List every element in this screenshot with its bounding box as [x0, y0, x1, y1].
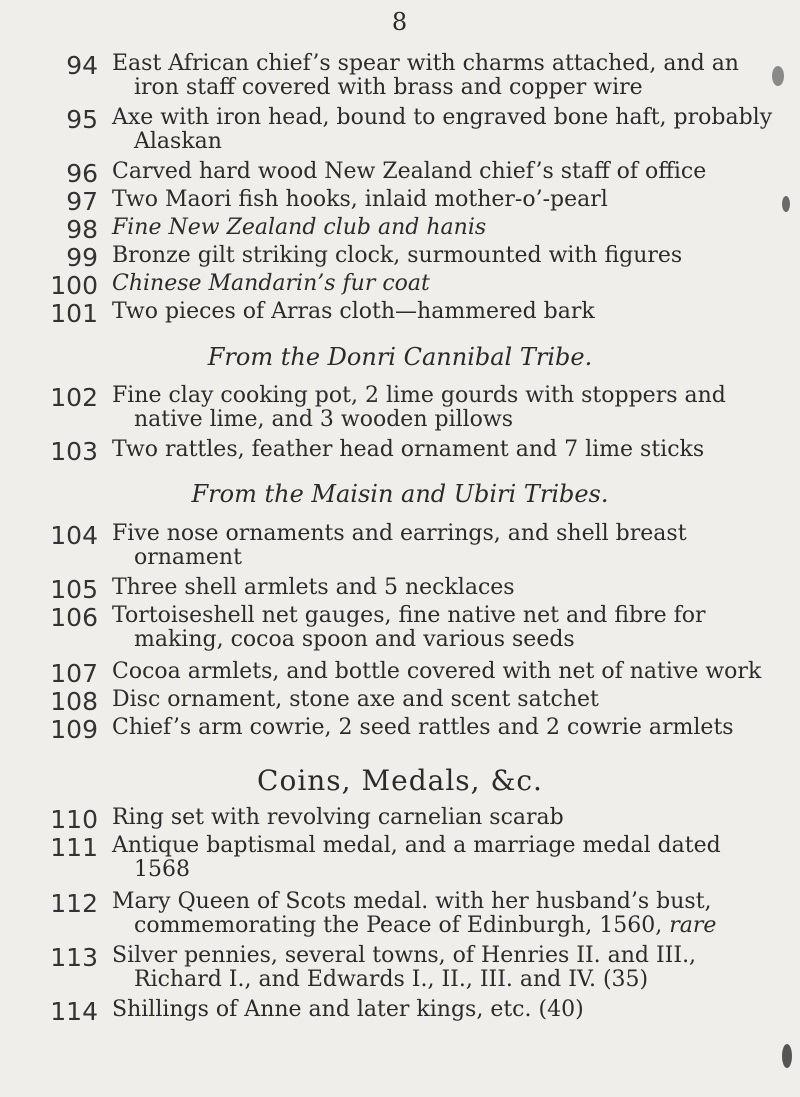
lot-line-cont: Alaskan: [134, 129, 222, 154]
lot-line: Five nose ornaments and earrings, and shell breast: [112, 521, 687, 546]
lot-description: [112, 384, 798, 432]
section-heading-donri: From the Donri Cannibal Tribe.: [207, 343, 593, 371]
lot-description: Two Maori fish hooks, inlaid mother-o’-pearl: [112, 187, 608, 212]
page-number: 8: [391, 8, 409, 36]
section-heading-coins: Coins, Medals, &c.: [257, 764, 543, 797]
lot-number: 107: [50, 659, 98, 688]
lot-description: [112, 604, 798, 652]
lot-line-cont: native lime, and 3 wooden pillows: [134, 407, 514, 432]
lot-line: East African chief’s spear with charms attached, and an: [112, 51, 739, 76]
scan-speck: [782, 196, 790, 212]
scan-speck: [782, 1044, 792, 1068]
lot-line-cont: making, cocoa spoon and various seeds: [134, 627, 575, 652]
lot-number: 109: [50, 715, 98, 744]
lot-number: 113: [50, 943, 98, 972]
lot-description: [112, 944, 798, 992]
lot-number: 101: [50, 299, 98, 328]
rarity-note: rare: [669, 913, 717, 938]
lot-number: 96: [66, 159, 98, 188]
lot-number: 104: [50, 521, 98, 550]
lot-line-cont-text: commemorating the Peace of Edinburgh, 1560,: [134, 913, 670, 938]
lot-description: [112, 52, 798, 100]
lot-description: [112, 834, 798, 882]
lot-description: Two pieces of Arras cloth—hammered bark: [112, 299, 595, 324]
lot-description: [112, 106, 798, 154]
lot-number: 99: [66, 243, 98, 272]
lot-number: 111: [50, 833, 98, 862]
lot-description: Ring set with revolving carnelian scarab: [112, 805, 564, 830]
lot-description: Two rattles, feather head ornament and 7 lime sticks: [112, 437, 705, 462]
lot-description: Bronze gilt striking clock, surmounted with figures: [112, 243, 683, 268]
lot-number: 106: [50, 603, 98, 632]
lot-number: 114: [50, 997, 98, 1026]
lot-description: Three shell armlets and 5 necklaces: [112, 575, 515, 600]
lot-description: Chinese Mandarin’s fur coat: [112, 271, 430, 296]
lot-description: Cocoa armlets, and bottle covered with net of native work: [112, 659, 762, 684]
lot-description: Carved hard wood New Zealand chief’s staff of office: [112, 159, 707, 184]
lot-description: Disc ornament, stone axe and scent satchet: [112, 687, 599, 712]
lot-number: 110: [50, 805, 98, 834]
lot-line-cont: 1568: [134, 857, 190, 882]
lot-line: Axe with iron head, bound to engraved bone haft, probably: [112, 105, 773, 130]
lot-number: 105: [50, 575, 98, 604]
lot-number: 95: [66, 105, 98, 134]
lot-line-cont: [112, 914, 798, 938]
lot-description: [112, 890, 798, 938]
section-heading-maisin: From the Maisin and Ubiri Tribes.: [191, 480, 609, 508]
lot-description: Fine New Zealand club and hanis: [112, 215, 487, 240]
lot-line: Silver pennies, several towns, of Henries II. and III.,: [112, 943, 697, 968]
lot-number: 108: [50, 687, 98, 716]
lot-line: Fine clay cooking pot, 2 lime gourds with stoppers and: [112, 383, 726, 408]
lot-number: 97: [66, 187, 98, 216]
lot-number: 94: [66, 51, 98, 80]
lot-line-cont: iron staff covered with brass and copper wire: [134, 75, 643, 100]
lot-line-cont: ornament: [134, 545, 242, 570]
lot-line: Tortoiseshell net gauges, fine native net and fibre for: [112, 603, 706, 628]
lot-number: 102: [50, 383, 98, 412]
lot-description: Shillings of Anne and later kings, etc. (40): [112, 997, 584, 1022]
lot-number: 98: [66, 215, 98, 244]
lot-number: 112: [50, 889, 98, 918]
lot-description: Chief’s arm cowrie, 2 seed rattles and 2 cowrie armlets: [112, 715, 734, 740]
lot-description: [112, 522, 798, 570]
scan-speck: [772, 66, 784, 86]
lot-line: Antique baptismal medal, and a marriage medal dated: [112, 833, 721, 858]
lot-number: 100: [50, 271, 98, 300]
lot-line: Mary Queen of Scots medal. with her husband’s bust,: [112, 889, 712, 914]
lot-line-cont: Richard I., and Edwards I., II., III. and IV. (35): [134, 967, 649, 992]
lot-number: 103: [50, 437, 98, 466]
